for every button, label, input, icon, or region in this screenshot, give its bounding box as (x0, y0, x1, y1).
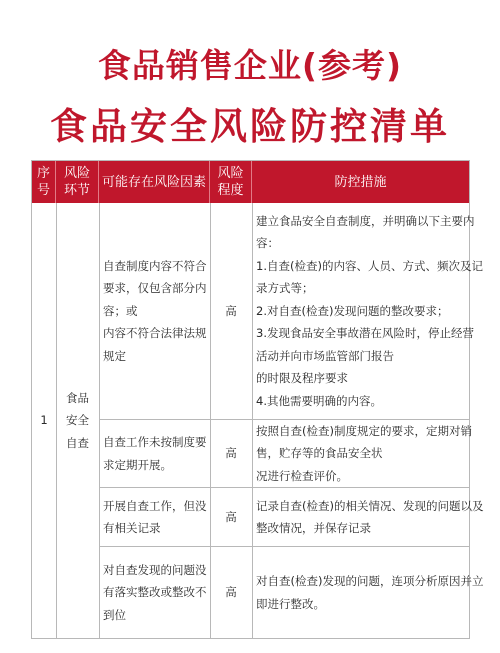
table-row-2-level: 高 (225, 446, 237, 461)
group-stage-line: 安全 (66, 413, 89, 428)
group-stage-line: 自查 (66, 435, 89, 450)
text-line: 开展自查工作，但没 (103, 498, 207, 513)
text-line: 自查工作未按制度要 (103, 435, 207, 449)
table-row-3-level: 高 (225, 509, 237, 524)
group-stage (56, 203, 99, 638)
text-line: 容；或 (103, 303, 138, 318)
group-stage-line: 食品 (66, 390, 89, 405)
table-row-3-factors (103, 488, 209, 546)
grid-line (99, 203, 100, 638)
text-line: 即进行整改。 (256, 596, 325, 611)
text-line: 售，贮存等的食品安全状 (256, 446, 383, 461)
text-line: 记录自查(检查)的相关情况、发现的问题以及 (256, 498, 484, 513)
header-level-line: 程度 (217, 183, 244, 198)
header-stage-line: 环节 (63, 183, 90, 198)
text-line: 建立食品安全自查制度，并明确以下主要内 (256, 213, 475, 228)
text-line: 3.发现食品安全事故潜在风险时，停止经营 (256, 326, 474, 341)
header-stage (56, 161, 99, 203)
text-line: 活动并向市场监管部门报告 (256, 348, 394, 363)
text-line: 况进行检查评价。 (256, 468, 348, 483)
text-line: 到位 (103, 607, 126, 622)
grid-line (252, 203, 253, 638)
table-row-3-measures (256, 488, 484, 546)
group-seq: 1 (40, 413, 48, 428)
header-level (210, 161, 252, 203)
table-row-1-factors (103, 203, 209, 419)
text-line: 对自查发现的问题没 (103, 562, 207, 577)
text-line: 规定 (103, 348, 126, 363)
text-line: 1.自查(检查)的内容、人员、方式、频次及记 (256, 258, 483, 273)
header-measures: 防控措施 (334, 174, 387, 190)
risk-control-table (31, 160, 484, 639)
text-line: 内容不符合法律法规 (103, 326, 207, 341)
table-row-2-factors (103, 420, 209, 487)
header-level-line: 风险 (217, 166, 244, 181)
text-line: 2.对自查(检查)发现问题的整改要求； (256, 303, 449, 318)
text-line: 容： (256, 236, 279, 251)
table-row-4-measures (256, 547, 484, 638)
table-row-4-factors (103, 547, 209, 638)
table-row-1-measures (256, 203, 483, 419)
page-subtitle: 食品安全风险防控清单 (50, 105, 450, 148)
header-stage-line: 风险 (63, 166, 90, 181)
text-line: 4.其他需要明确的内容。 (256, 393, 382, 408)
page-title: 食品销售企业(参考) (97, 46, 403, 85)
text-line: 有相关记录 (103, 521, 161, 535)
text-line: 自查制度内容不符合 (103, 258, 207, 273)
table-header (32, 161, 469, 203)
text-line: 求定期开展。 (103, 457, 172, 472)
table-row-4-level: 高 (225, 585, 237, 600)
table-row-2-measures (256, 420, 472, 487)
header-factors: 可能存在风险因素 (99, 161, 210, 203)
table-row-1-level: 高 (225, 303, 237, 318)
text-line: 整改情况，并保存记录 (256, 521, 371, 535)
text-line: 录方式等； (256, 281, 314, 296)
text-line: 对自查(检查)发现的问题，连项分析原因并立 (256, 574, 484, 588)
header-seq-line: 序 (36, 166, 50, 181)
text-line: 有落实整改或整改不 (103, 585, 207, 600)
header-seq-line: 号 (36, 183, 50, 198)
text-line: 按照自查(检查)制度规定的要求，定期对销 (256, 423, 472, 438)
text-line: 的时限及程序要求 (256, 371, 348, 386)
header-seq (32, 161, 56, 203)
text-line: 要求，仅包含部分内 (103, 281, 207, 296)
